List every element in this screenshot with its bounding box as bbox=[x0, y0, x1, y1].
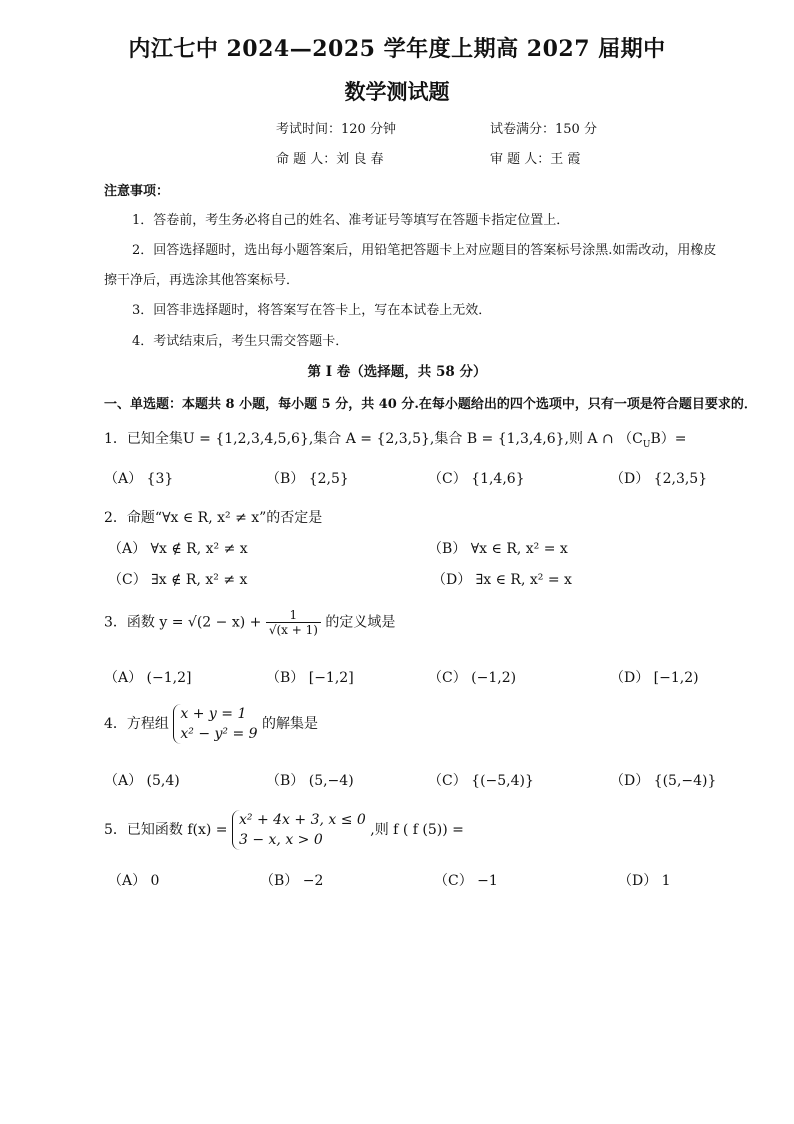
exam-time: 考试时间：120 分钟 bbox=[276, 122, 396, 137]
q1-option-b: （B） {2,5} bbox=[266, 471, 349, 487]
notice-item-2: 2．回答选择题时，选出每小题答案后，用铅笔把答题卡上对应题目的答案标号涂黑.如需改动，用橡皮 bbox=[132, 243, 717, 258]
q1-option-c: （C） {1,4,6} bbox=[428, 471, 525, 487]
notice-item-2-cont: 擦干净后，再选涂其他答案标号． bbox=[104, 273, 300, 288]
question-5-stem-pre: 5．已知函数 f(x) = bbox=[104, 822, 228, 838]
notice-heading: 注意事项： bbox=[104, 184, 170, 199]
question-1 bbox=[104, 428, 687, 450]
reviewer: 审 题 人：王 霞 bbox=[490, 152, 581, 167]
q5-piecewise bbox=[232, 810, 366, 850]
q4-option-b: （B） (5,−4) bbox=[266, 773, 354, 789]
q3-option-b: （B） [−1,2] bbox=[266, 670, 354, 686]
question-4-stem-post: 的解集是 bbox=[262, 716, 319, 732]
complement-subscript: U bbox=[642, 439, 651, 450]
part-title: 第 I 卷（选择题，共 58 分） bbox=[307, 364, 487, 380]
full-score: 试卷满分：150 分 bbox=[490, 122, 597, 137]
q3-option-d: （D） [−1,2) bbox=[610, 670, 699, 686]
question-2-stem: 2．命题“∀x ∈ R, x² ≠ x”的否定是 bbox=[104, 510, 323, 526]
notice-item-4: 4．考试结束后，考生只需交答题卡． bbox=[132, 334, 349, 349]
exam-subtitle: 数学测试题 bbox=[344, 79, 450, 104]
q5-option-b: （B） −2 bbox=[260, 873, 324, 889]
q4-option-d: （D） {(5,−4)} bbox=[610, 773, 717, 789]
question-3-stem-pre: 3．函数 y = √(2 − x) + bbox=[104, 614, 262, 631]
q1-option-d: （D） {2,3,5} bbox=[610, 471, 708, 487]
q4-equation-1: x + y = 1 bbox=[180, 706, 247, 722]
notice-item-1: 1．答卷前，考生务必将自己的姓名、准考证号等填写在答题卡指定位置上． bbox=[132, 213, 570, 228]
question-5-stem-post: ,则 f ( f (5)) = bbox=[370, 822, 464, 838]
q2-option-d: （D） ∃x ∈ R, x² = x bbox=[432, 572, 572, 588]
question-3 bbox=[104, 608, 395, 637]
notice-item-3: 3．回答非选择题时，将答案写在答卡上，写在本试卷上无效． bbox=[132, 303, 492, 318]
q5-case-2: 3 − x, x > 0 bbox=[239, 832, 323, 848]
q4-equation-system bbox=[173, 704, 257, 744]
q5-option-d: （D） 1 bbox=[618, 873, 671, 889]
q3-fraction-numerator: 1 bbox=[266, 608, 321, 623]
q3-option-c: （C） (−1,2) bbox=[428, 670, 517, 686]
q4-equation-2: x² − y² = 9 bbox=[180, 726, 258, 742]
q5-case-1: x² + 4x + 3, x ≤ 0 bbox=[239, 812, 366, 828]
q1-option-a: （A） {3} bbox=[104, 471, 174, 487]
question-1-stem: 1．已知全集U = {1,2,3,4,5,6},集合 A = {2,3,5},集合 B = {1,3,4,6},则 A ∩ （C bbox=[104, 431, 643, 447]
q5-option-a: （A） 0 bbox=[108, 873, 160, 889]
q4-option-a: （A） (5,4) bbox=[104, 773, 180, 789]
section-title: 一、单选题：本题共 8 小题，每小题 5 分，共 40 分.在每小题给出的四个选项中，只有一项是符合题目要求的． bbox=[104, 397, 757, 412]
exam-title: 内江七中 2024—2025 学年度上期高 2027 届期中 bbox=[128, 36, 666, 62]
question-5 bbox=[104, 810, 464, 850]
q3-fraction bbox=[266, 608, 321, 637]
question-1-stem-tail: B）= bbox=[650, 431, 687, 447]
author: 命 题 人：刘 良 春 bbox=[276, 152, 384, 167]
q3-fraction-denominator: √(x + 1) bbox=[268, 623, 318, 637]
question-3-stem-post: 的定义域是 bbox=[325, 614, 396, 631]
question-4 bbox=[104, 704, 318, 744]
q3-option-a: （A） (−1,2] bbox=[104, 670, 192, 686]
q5-option-c: （C） −1 bbox=[434, 873, 498, 889]
q2-option-a: （A） ∀x ∉ R, x² ≠ x bbox=[108, 541, 248, 557]
q2-option-c: （C） ∃x ∉ R, x² ≠ x bbox=[108, 572, 248, 588]
q2-option-b: （B） ∀x ∈ R, x² = x bbox=[428, 541, 568, 557]
q4-option-c: （C） {(−5,4)} bbox=[428, 773, 534, 789]
question-4-stem-pre: 4．方程组 bbox=[104, 716, 169, 732]
